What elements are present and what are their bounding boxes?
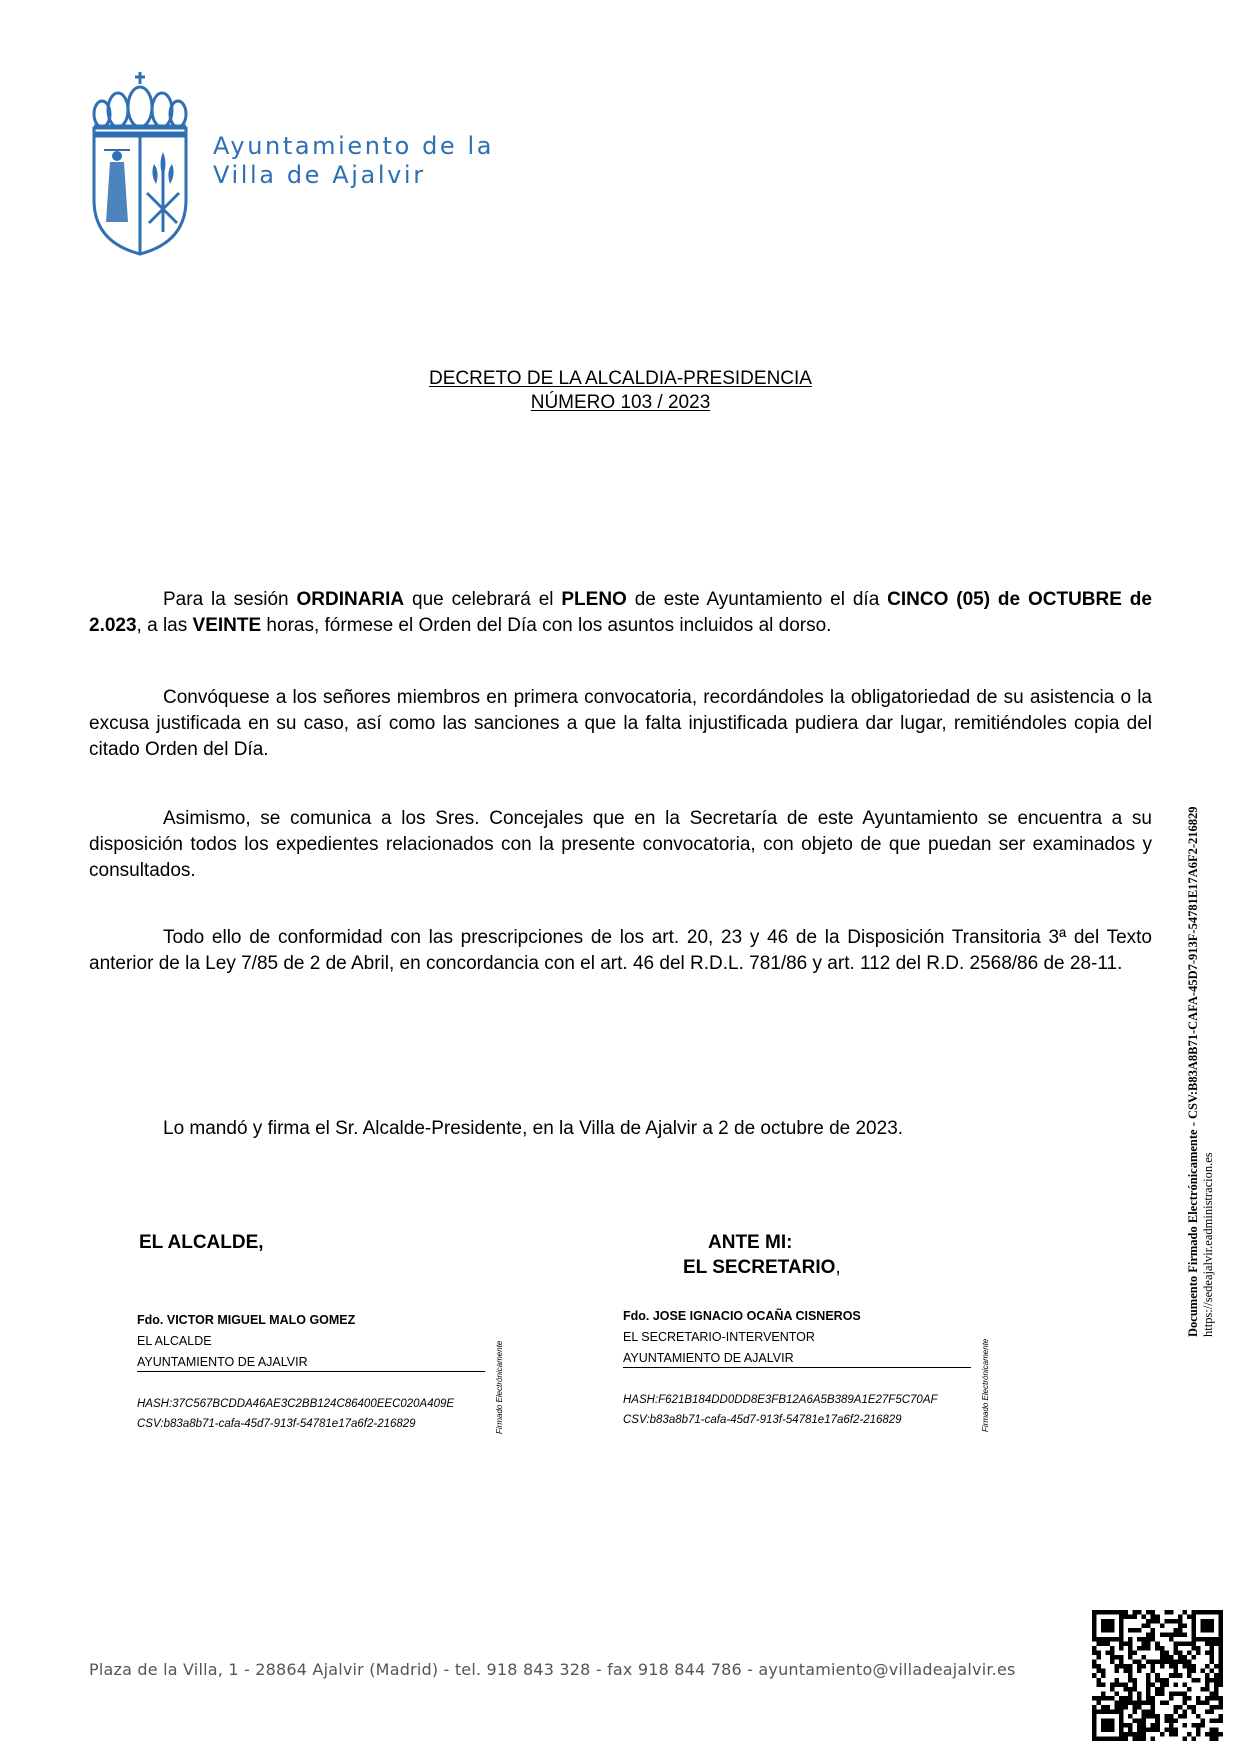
secretary-heading-comma: , (835, 1257, 841, 1278)
decree-number: NÚMERO 103 / 2023 (530, 392, 711, 413)
paragraph-session-run: de este Ayuntamiento el día (626, 589, 888, 610)
secretary-signature-rule (623, 1367, 971, 1368)
secretary-signature-hash: HASH:F621B184DD0DD8E3FB12A6A5B389A1E27F5C70AF (623, 1394, 938, 1406)
mayor-heading: EL ALCALDE, (139, 1232, 264, 1253)
secretary-signer-role: EL SECRETARIO-INTERVENTOR (623, 1330, 815, 1344)
mayor-signer-org: AYUNTAMIENTO DE AJALVIR (137, 1355, 308, 1369)
secretary-heading-line2 (683, 1257, 841, 1279)
mayor-signature-block (137, 1310, 487, 1373)
mayor-signer-role: EL ALCALDE (137, 1334, 212, 1348)
secretary-signer-name: Fdo. JOSE IGNACIO OCAÑA CISNEROS (623, 1309, 861, 1323)
paragraph-session-run: CINCO (05) de OCTUBRE de 2.023 (89, 589, 1152, 636)
secretary-signer-org: AYUNTAMIENTO DE AJALVIR (623, 1351, 794, 1365)
margin-csv-line: Documento Firmado Electrónicamente - CSV:B83A8B71-CAFA-45D7-913F-54781E17A6F2-216829 (1186, 806, 1200, 1337)
org-name-line1: Ayuntamiento de la (213, 132, 495, 160)
paragraph-session-run: ORDINARIA (296, 589, 405, 610)
org-name-line2: Villa de Ajalvir (213, 161, 426, 189)
paragraph-session-run: , a las (136, 615, 193, 636)
mayor-signature-stamp: Firmado Electrónicamente (495, 1340, 504, 1434)
margin-url-line: https://sedeajalvir.eadministracion.es (1201, 1152, 1215, 1337)
paragraph-session-run: VEINTE (192, 615, 262, 636)
paragraph-legal: Todo ello de conformidad con las prescripciones de los art. 20, 23 y 46 de la Disposición Transitoria 3ª del Texto anterior de la Ley 7/85 de 2 de Abril, en concordancia con el art. 46 del R.D.L. 781/86 y art. 112 del R.D. 2568/86 de 28-11. (89, 927, 1152, 974)
footer-contact: Plaza de la Villa, 1 - 28864 Ajalvir (Madrid) - tel. 918 843 328 - fax 918 844 786 - ayuntamiento@villadeajalvir.es (89, 1660, 1016, 1679)
margin-electronic-signature (1186, 807, 1216, 1338)
paragraph-session-run: PLENO (561, 589, 627, 610)
secretary-signature-block (623, 1306, 973, 1369)
secretary-heading-line1: ANTE MI: (708, 1232, 793, 1253)
paragraph-files: Asimismo, se comunica a los Sres. Concejales que en la Secretaría de este Ayuntamiento se encuentra a su disposición todos los expedientes relacionados con la presente convocatoria, con objeto de que puedan ser examinados y consultados. (89, 808, 1152, 881)
mayor-signature-csv: CSV:b83a8b71-cafa-45d7-913f-54781e17a6f2-216829 (137, 1418, 416, 1430)
mayor-signature-rule (137, 1371, 485, 1372)
secretary-signature-csv: CSV:b83a8b71-cafa-45d7-913f-54781e17a6f2-216829 (623, 1414, 902, 1426)
paragraph-session-run: que celebrará el (404, 589, 562, 610)
paragraph-session-run: horas, fórmese el Orden del Día con los asuntos incluidos al dorso. (261, 615, 832, 636)
qr-code-icon (1092, 1610, 1223, 1741)
mayor-signer-name: Fdo. VICTOR MIGUEL MALO GOMEZ (137, 1313, 356, 1327)
mayor-signature-hash: HASH:37C567BCDDA46AE3C2BB124C86400EEC020A409E (137, 1398, 455, 1410)
paragraph-session (89, 587, 1152, 639)
secretary-heading-text: EL SECRETARIO (683, 1257, 836, 1278)
coat-of-arms-icon (90, 72, 190, 257)
paragraph-convocation: Convóquese a los señores miembros en primera convocatoria, recordándoles la obligatoriedad de su asistencia o la excusa justificada en su caso, así como las sanciones a que la falta injustificada pudiera dar lugar, remitiéndoles copia del citado Orden del Día. (89, 687, 1152, 760)
decree-title: DECRETO DE LA ALCALDIA-PRESIDENCIA (429, 368, 812, 389)
paragraph-session-run: Para la sesión (163, 589, 297, 610)
paragraph-signoff: Lo mandó y firma el Sr. Alcalde-Presidente, en la Villa de Ajalvir a 2 de octubre de 2023. (163, 1118, 904, 1139)
secretary-signature-stamp: Firmado Electrónicamente (981, 1338, 990, 1432)
